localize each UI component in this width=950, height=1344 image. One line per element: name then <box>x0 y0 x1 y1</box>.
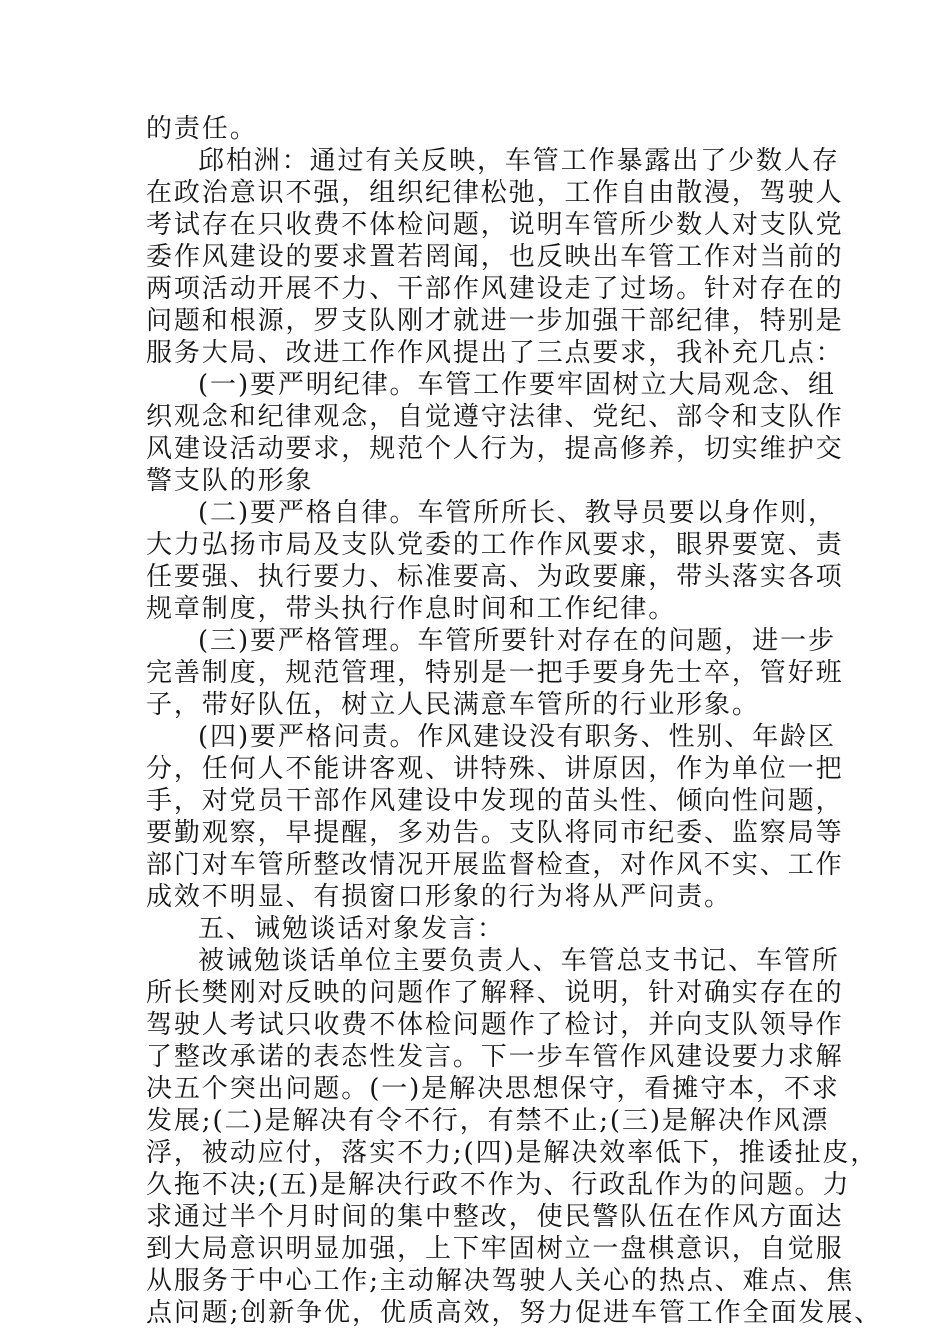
text-line: 问题和根源，罗支队刚才就进一步加强干部纪律，特别是 <box>146 306 844 336</box>
text-line: 到大局意识明显加强，上下牢固树立一盘棋意识，自觉服 <box>146 1234 844 1264</box>
text-line: 手，对党员干部作风建设中发现的苗头性、倾向性问题， <box>146 786 844 816</box>
text-line: (一)要严明纪律。车管工作要牢固树立大局观念、组 <box>198 370 836 400</box>
text-line: 考试存在只收费不体检问题，说明车管所少数人对支队党 <box>146 210 844 240</box>
text-line: 久拖不决;(五)是解决行政不作为、行政乱作为的问题。力 <box>146 1170 851 1200</box>
text-line: 风建设活动要求，规范个人行为，提高修养，切实维护交 <box>146 434 844 464</box>
text-line: 在政治意识不强，组织纪律松弛，工作自由散漫，驾驶人 <box>146 178 844 208</box>
text-line: 两项活动开展不力、干部作风建设走了过场。针对存在的 <box>146 274 844 304</box>
text-line: 任要强、执行要力、标准要高、为政要廉，带头落实各项 <box>146 562 844 592</box>
text-line: 所长樊刚对反映的问题作了解释、说明，针对确实存在的 <box>146 978 844 1008</box>
text-line: 要勤观察，早提醒，多劝告。支队将同市纪委、监察局等 <box>146 818 844 848</box>
text-line: (四)要严格问责。作风建设没有职务、性别、年龄区 <box>198 722 836 752</box>
text-line: 警支队的形象 <box>146 466 314 496</box>
text-line: 分，任何人不能讲客观、讲特殊、讲原因，作为单位一把 <box>146 754 844 784</box>
text-line: 发展;(二)是解决有令不行，有禁不止;(三)是解决作风漂 <box>146 1106 830 1136</box>
text-line: 规章制度，带头执行作息时间和工作纪律。 <box>146 594 677 624</box>
text-line: 成效不明显、有损窗口形象的行为将从严问责。 <box>146 882 732 912</box>
text-line: 驾驶人考试只收费不体检问题作了检讨，并向支队领导作 <box>146 1010 844 1040</box>
text-line: 部门对车管所整改情况开展监督检查，对作风不实、工作 <box>146 850 844 880</box>
text-line: 求通过半个月时间的集中整改，使民警队伍在作风方面达 <box>146 1202 844 1232</box>
text-line: 决五个突出问题。(一)是解决思想保守，看摊守本，不求 <box>146 1074 840 1104</box>
text-line: (二)要严格自律。车管所所长、教导员要以身作则， <box>198 498 836 528</box>
text-line: 邱柏洲：通过有关反映，车管工作暴露出了少数人存 <box>198 146 840 176</box>
text-line: 从服务于中心工作;主动解决驾驶人关心的热点、难点、焦 <box>146 1266 855 1296</box>
text-line: 的责任。 <box>146 114 258 144</box>
text-line: 织观念和纪律观念，自觉遵守法律、党纪、部令和支队作 <box>146 402 844 432</box>
text-line: 点问题;创新争优，优质高效，努力促进车管工作全面发展、 <box>146 1298 883 1328</box>
text-line: (三)要严格管理。车管所要针对存在的问题，进一步 <box>198 626 836 656</box>
text-line: 了整改承诺的表态性发言。下一步车管作风建设要力求解 <box>146 1042 844 1072</box>
text-line: 服务大局、改进工作作风提出了三点要求，我补充几点： <box>146 338 844 368</box>
text-line: 完善制度，规范管理，特别是一把手要身先士卒，管好班 <box>146 658 844 688</box>
text-line: 大力弘扬市局及支队党委的工作作风要求，眼界要宽、责 <box>146 530 844 560</box>
text-line: 子，带好队伍，树立人民满意车管所的行业形象。 <box>146 690 760 720</box>
text-line: 浮，被动应付，落实不力;(四)是解决效率低下，推诿扯皮， <box>146 1138 879 1168</box>
text-line: 被诫勉谈话单位主要负责人、车管总支书记、车管所 <box>198 946 840 976</box>
text-line: 委作风建设的要求置若罔闻，也反映出车管工作对当前的 <box>146 242 844 272</box>
section-heading: 五、诫勉谈话对象发言： <box>198 914 505 944</box>
